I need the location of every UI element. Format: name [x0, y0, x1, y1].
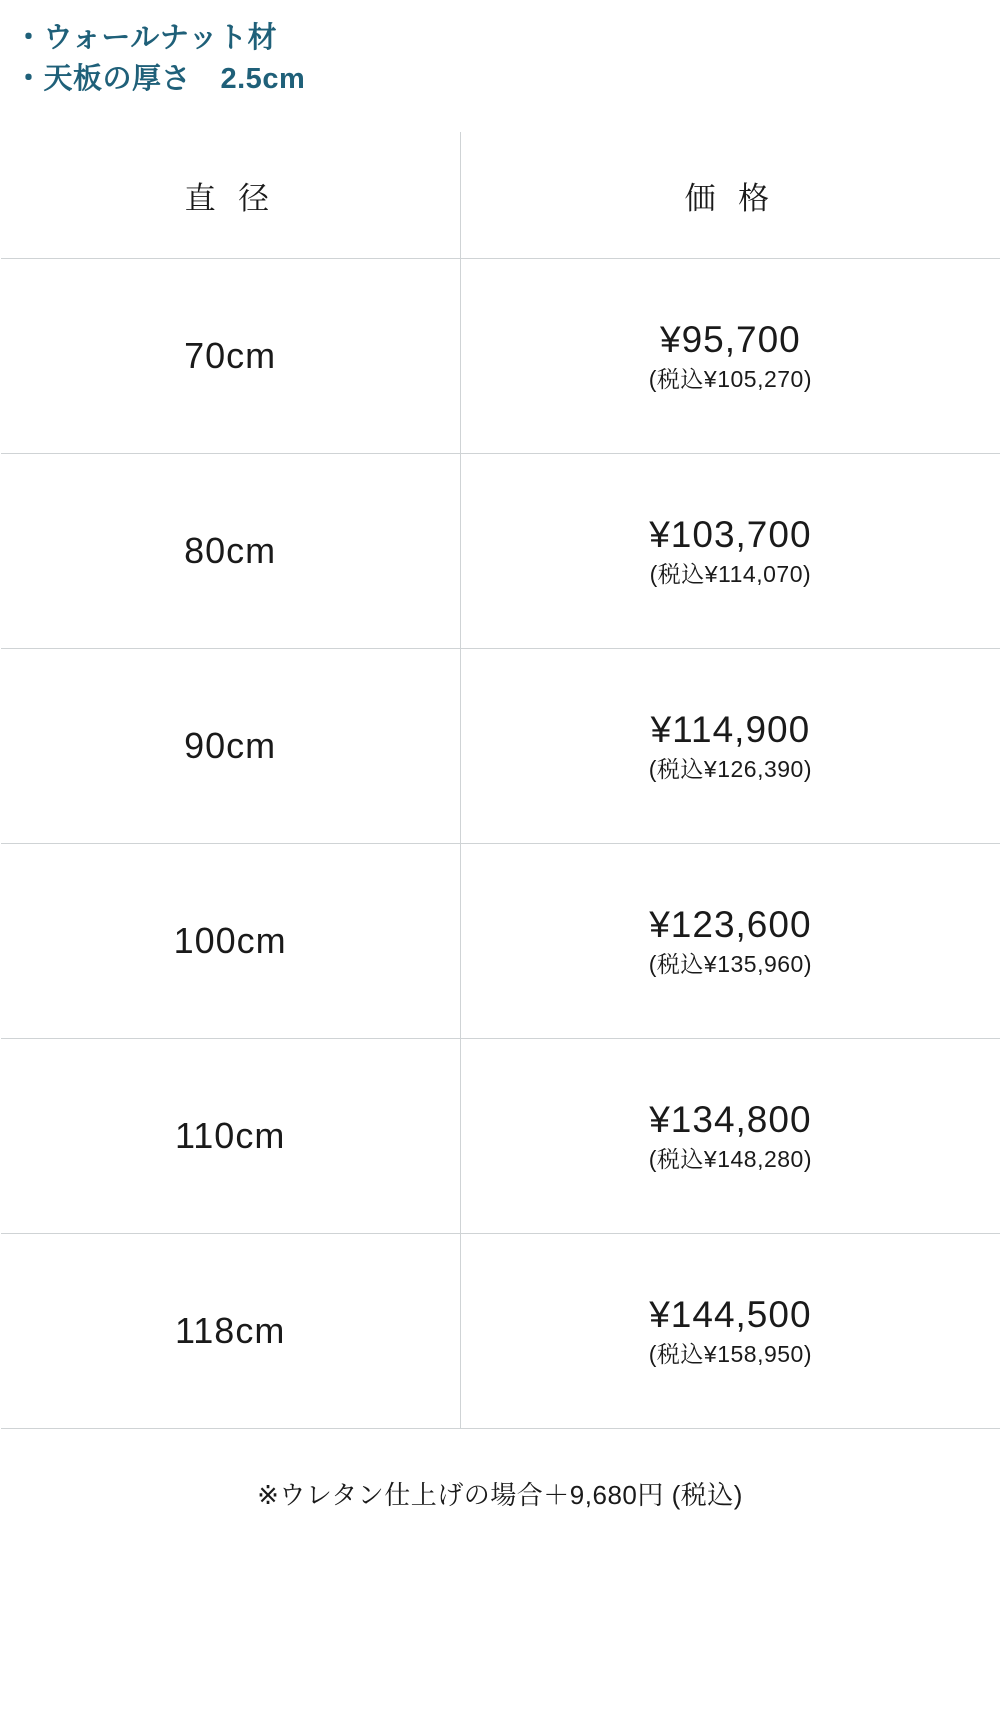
size-value: 90cm [184, 725, 277, 767]
price-value: ¥114,900 [650, 709, 811, 751]
cell-price [460, 649, 1000, 844]
price-value: ¥103,700 [649, 514, 812, 556]
table-row [1, 1039, 1000, 1234]
cell-size [1, 454, 461, 649]
table-row [1, 649, 1000, 844]
footer-note: ※ウレタン仕上げの場合＋9,680円 (税込) [257, 1480, 743, 1511]
table-header-row [1, 132, 1000, 259]
size-value: 100cm [173, 920, 287, 962]
cell-price [460, 844, 1000, 1039]
price-tax-included: (税込¥135,960) [648, 951, 812, 978]
table-row [1, 454, 1000, 649]
cell-price [460, 1234, 1000, 1429]
cell-size [1, 844, 461, 1039]
price-value: ¥123,600 [649, 904, 812, 946]
price-tax-included: (税込¥126,390) [648, 756, 812, 783]
price-value: ¥95,700 [660, 319, 801, 361]
column-header-size: 直 径 [184, 180, 277, 216]
spec-note-thickness: ・天板の厚さ 2.5cm [14, 63, 306, 96]
table-row [1, 1234, 1000, 1429]
price-value: ¥144,500 [649, 1294, 812, 1336]
cell-price [460, 454, 1000, 649]
size-value: 80cm [184, 530, 277, 572]
cell-size [1, 649, 461, 844]
price-tax-included: (税込¥148,280) [648, 1146, 812, 1173]
size-value: 118cm [174, 1310, 286, 1352]
price-table [0, 132, 1000, 1429]
spec-note-material: ・ウォールナット材 [14, 22, 278, 54]
table-row [1, 259, 1000, 454]
cell-price [460, 1039, 1000, 1234]
cell-price [460, 259, 1000, 454]
table-row [1, 844, 1000, 1039]
spec-notes [0, 0, 1000, 100]
price-tax-included: (税込¥105,270) [648, 366, 812, 393]
cell-size [1, 1039, 461, 1234]
column-header-price: 価 格 [460, 132, 1000, 259]
price-tax-included: (税込¥158,950) [648, 1341, 812, 1368]
price-value: ¥134,800 [649, 1099, 812, 1141]
cell-size [1, 259, 461, 454]
size-value: 70cm [184, 335, 277, 377]
price-tax-included: (税込¥114,070) [649, 561, 812, 588]
size-value: 110cm [174, 1115, 286, 1157]
cell-size [1, 1234, 461, 1429]
